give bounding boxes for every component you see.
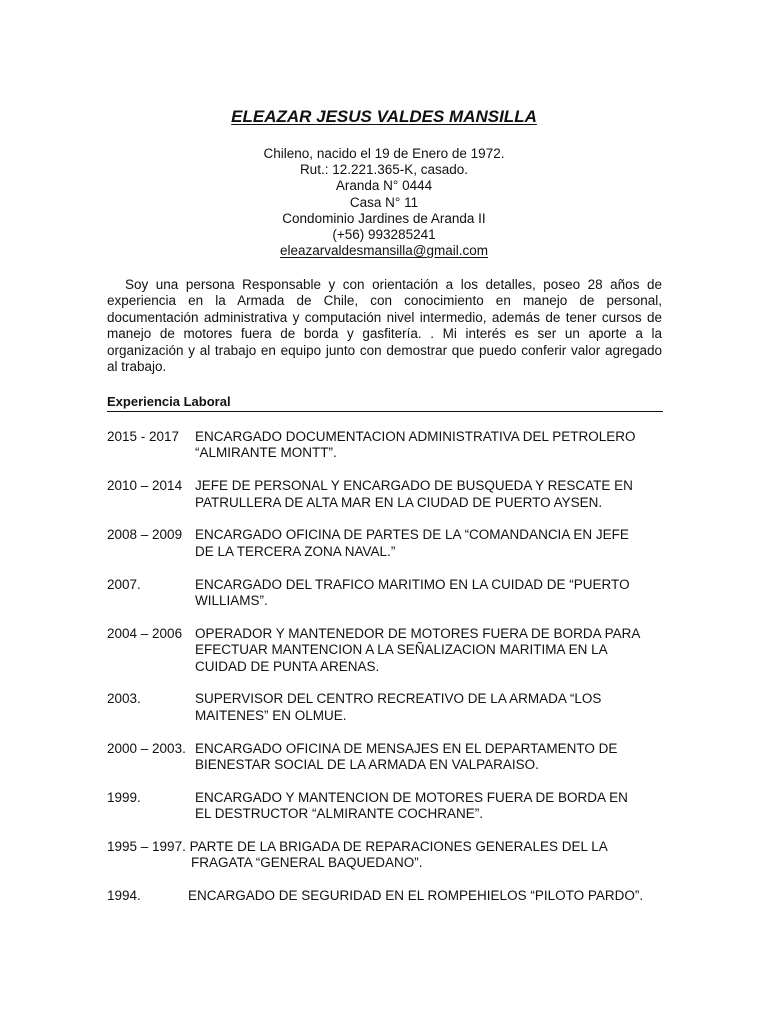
experience-item: [107, 888, 667, 904]
experience-line: EFECTUAR MANTENCION A LA SEÑALIZACION MARITIMA EN LA: [195, 642, 608, 658]
experience-item: [107, 839, 667, 872]
contact-email-link[interactable]: eleazarvaldesmansilla@gmail.com: [279, 243, 489, 259]
experience-line: MAITENES” EN OLMUE.: [195, 707, 347, 723]
resume-name-heading: [0, 106, 768, 128]
experience-date: 2004 – 2006: [107, 625, 183, 641]
experience-description: [195, 527, 667, 560]
experience-description: [195, 577, 667, 610]
experience-line: BIENESTAR SOCIAL DE LA ARMADA EN VALPARAISO.: [195, 757, 539, 773]
experience-date: 1999.: [107, 789, 141, 805]
experience-description: [195, 429, 667, 462]
experience-line: ENCARGADO DEL TRAFICO MARITIMO EN LA CUIDAD DE “PUERTO: [195, 576, 630, 592]
profile-summary-text: Soy una persona Responsable y con orientación a los detalles, poseo 28 años de experiencia en la Armada de Chile, con conocimiento en manejo de personal, documentación administrativa y computación nivel intermedio, además de tener cursos de manejo de motores fuera de borda y gasfitería. . Mi interés es ser un aporte a la organización y al trabajo en equipo junto con demostrar que puedo conferir valor agregado al trabajo.: [107, 277, 662, 375]
experience-description: [195, 626, 667, 675]
experience-line: ENCARGADO DOCUMENTACION ADMINISTRATIVA DEL PETROLERO: [195, 429, 636, 444]
experience-line: OPERADOR Y MANTENEDOR DE MOTORES FUERA DE BORDA PARA: [195, 625, 641, 641]
experience-line: JEFE DE PERSONAL Y ENCARGADO DE BUSQUEDA Y RESCATE EN: [195, 478, 633, 494]
contact-phone: (+56) 993285241: [332, 227, 436, 243]
resume-name: ELEAZAR JESUS VALDES MANSILLA: [231, 107, 537, 126]
experience-item: [107, 478, 667, 511]
experience-date: 2003.: [107, 691, 141, 707]
experience-date: 1994.: [107, 888, 141, 904]
experience-date: 2008 – 2009: [107, 527, 183, 543]
experience-line: ENCARGADO Y MANTENCION DE MOTORES FUERA DE BORDA EN: [195, 789, 628, 805]
contact-address-condo: Condominio Jardines de Aranda II: [282, 210, 486, 226]
experience-description: [195, 790, 667, 823]
experience-line: CUIDAD DE PUNTA ARENAS.: [195, 658, 380, 674]
experience-date: 1995 – 1997.: [107, 839, 186, 855]
experience-heading: Experiencia Laboral: [107, 393, 663, 412]
experience-item: [107, 691, 667, 724]
experience-item: [107, 577, 667, 610]
contact-address-street: Aranda N° 0444: [335, 178, 433, 194]
experience-line: ENCARGADO OFICINA DE PARTES DE LA “COMANDANCIA EN JEFE: [195, 527, 629, 543]
experience-date: 2015 - 2017: [107, 429, 180, 444]
experience-description: [188, 888, 667, 904]
experience-date: 2007.: [107, 576, 141, 592]
experience-line: WILLIAMS”.: [195, 593, 268, 609]
experience-line: ENCARGADO OFICINA DE MENSAJES EN EL DEPARTAMENTO DE: [195, 740, 618, 756]
experience-description: [195, 741, 667, 774]
contact-block: [0, 146, 768, 259]
experience-line: PARTE DE LA BRIGADA DE REPARACIONES GENERALES DEL LA: [189, 839, 608, 855]
profile-summary: [107, 277, 662, 375]
experience-line: FRAGATA “GENERAL BAQUEDANO”.: [191, 855, 423, 871]
experience-line: PATRULLERA DE ALTA MAR EN LA CIUDAD DE PUERTO AYSEN.: [195, 494, 603, 510]
experience-item: [107, 741, 667, 774]
experience-date: 2000 – 2003.: [107, 740, 186, 756]
experience-list: [107, 429, 667, 921]
experience-line: DE LA TERCERA ZONA NAVAL.”: [195, 543, 396, 559]
experience-line: ENCARGADO DE SEGURIDAD EN EL ROMPEHIELOS “PILOTO PARDO”.: [188, 888, 644, 904]
experience-description: [195, 478, 667, 511]
experience-item: [107, 527, 667, 560]
experience-line: SUPERVISOR DEL CENTRO RECREATIVO DE LA ARMADA “LOS: [195, 691, 602, 707]
experience-line: “ALMIRANTE MONTT”.: [195, 445, 337, 461]
experience-item: [107, 429, 667, 462]
experience-description: [195, 691, 667, 724]
experience-date: 2010 – 2014: [107, 478, 183, 494]
experience-item: [107, 790, 667, 823]
contact-address-house: Casa N° 11: [349, 194, 419, 210]
contact-nationality-birth: Chileno, nacido el 19 de Enero de 1972.: [263, 146, 505, 161]
experience-item: [107, 626, 667, 675]
experience-description: [107, 839, 667, 872]
experience-line: EL DESTRUCTOR “ALMIRANTE COCHRANE”.: [195, 806, 484, 822]
contact-rut-status: Rut.: 12.221.365-K, casado.: [299, 162, 469, 178]
